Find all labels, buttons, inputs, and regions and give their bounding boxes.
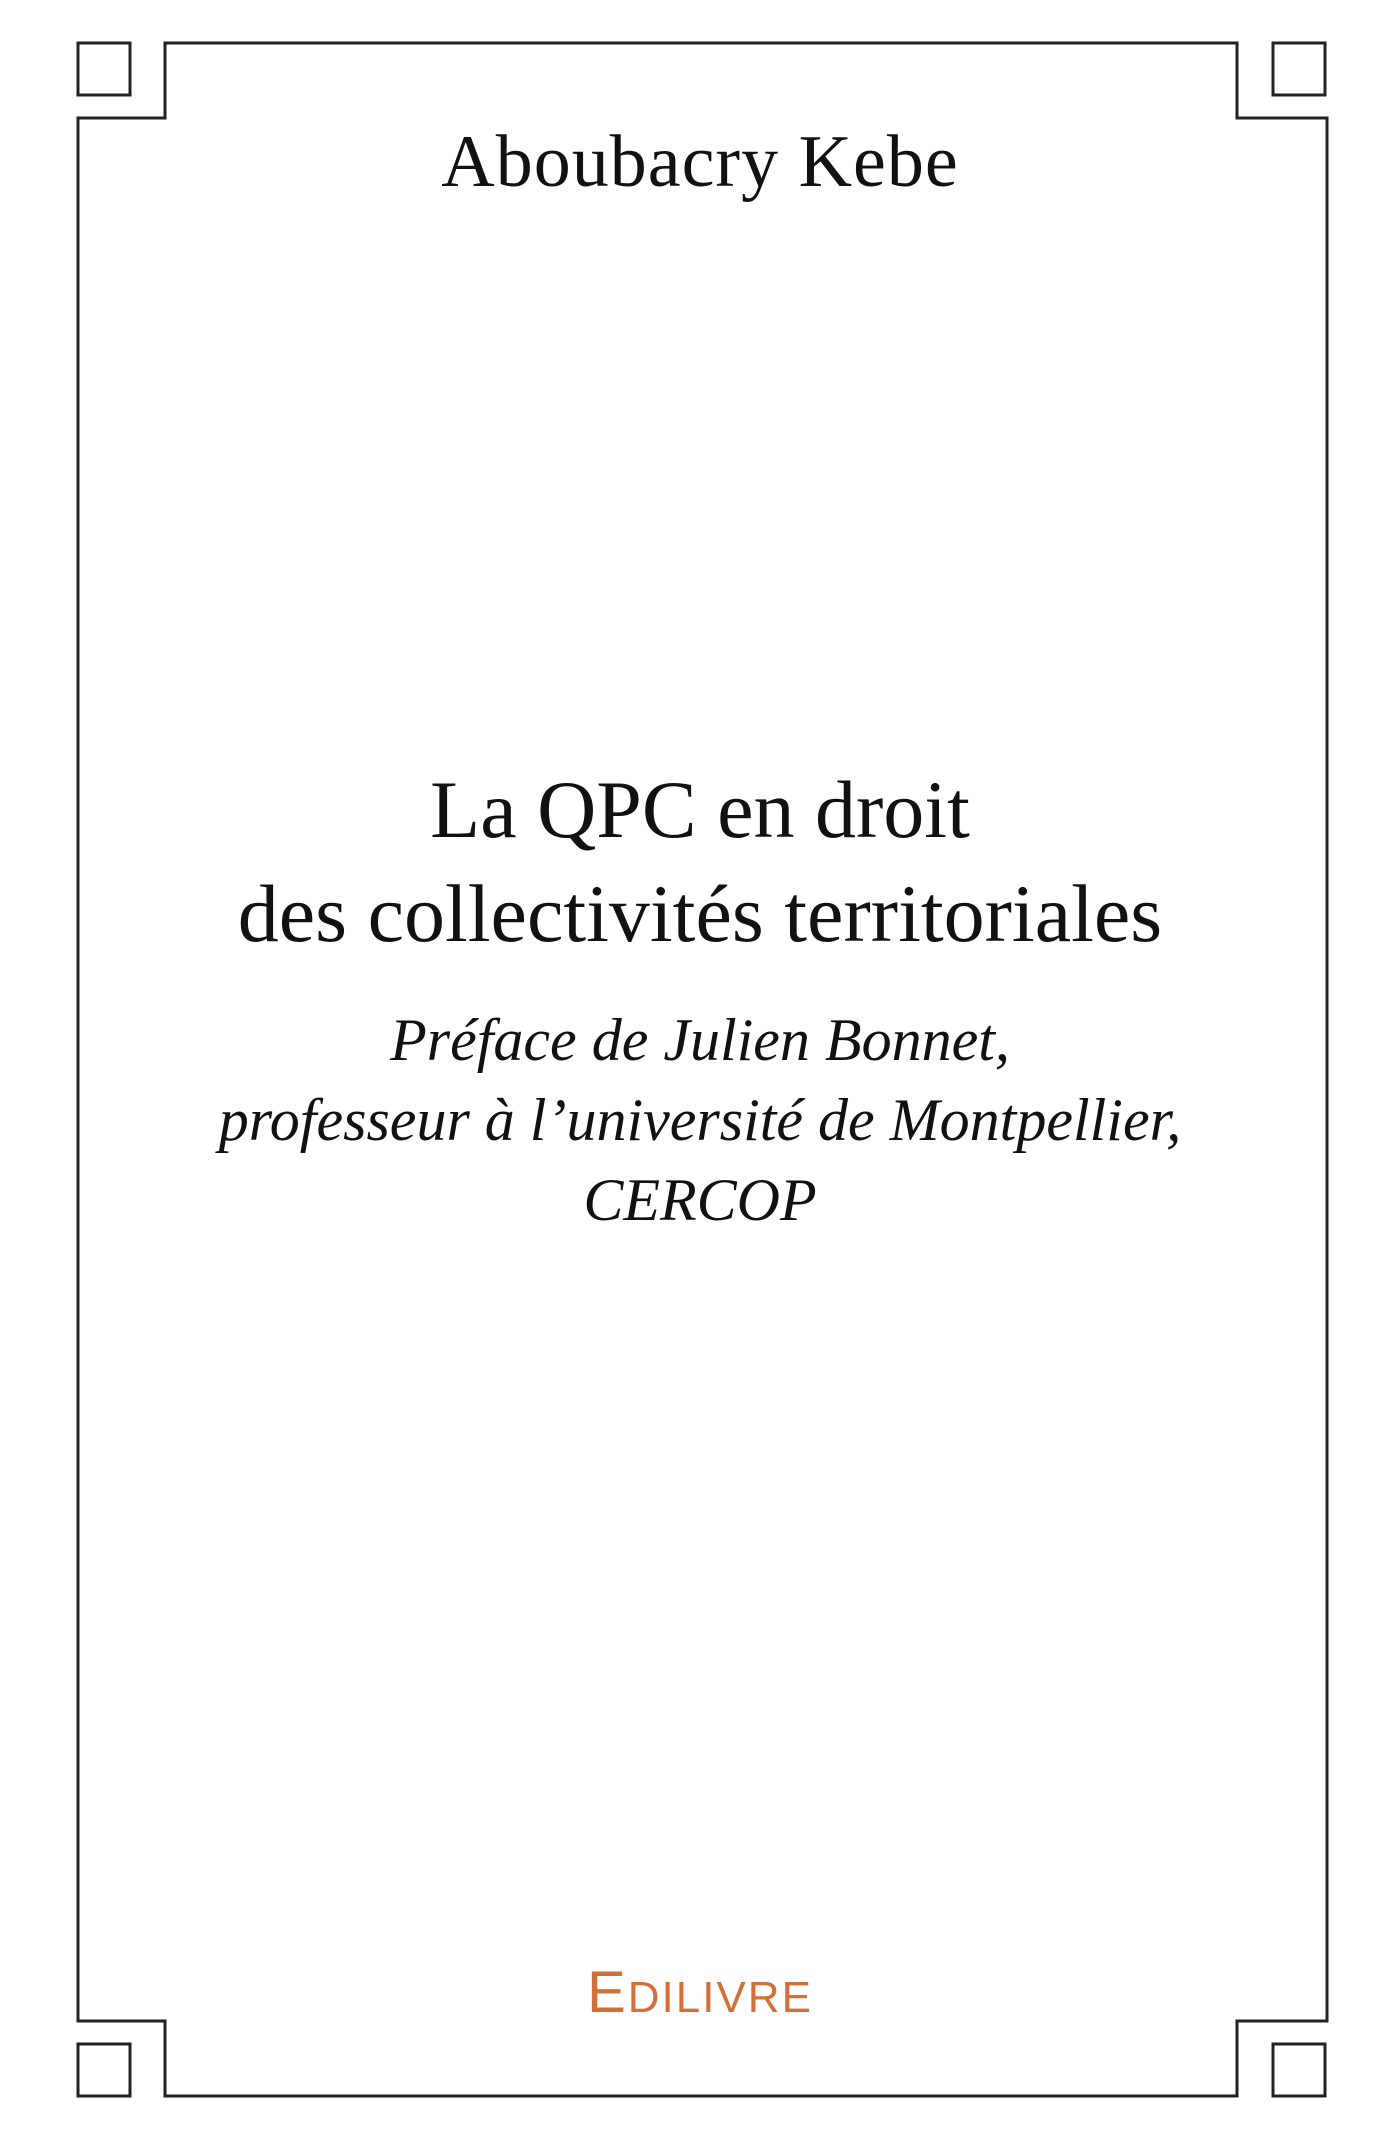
publisher-logo xyxy=(0,1960,1400,2025)
corner-square-bottom-left xyxy=(78,2044,130,2096)
corner-square-top-right xyxy=(1273,43,1325,95)
publisher-logo-initial: E xyxy=(587,1960,628,2025)
book-title-line-1: La QPC en droit xyxy=(430,764,970,855)
corner-square-bottom-right xyxy=(1273,2044,1325,2096)
author-name: Aboubacry Kebe xyxy=(441,121,959,203)
subtitle-line-3: CERCOP xyxy=(583,1167,817,1233)
publisher-logo-rest: DILIVRE xyxy=(627,1973,813,2022)
book-title xyxy=(0,758,1400,966)
book-subtitle xyxy=(0,1000,1400,1240)
corner-square-top-left xyxy=(78,43,130,95)
subtitle-line-2: professeur à l’université de Montpellier, xyxy=(218,1087,1182,1153)
book-title-line-2: des collectivités territoriales xyxy=(237,868,1163,959)
subtitle-line-1: Préface de Julien Bonnet, xyxy=(390,1007,1010,1073)
